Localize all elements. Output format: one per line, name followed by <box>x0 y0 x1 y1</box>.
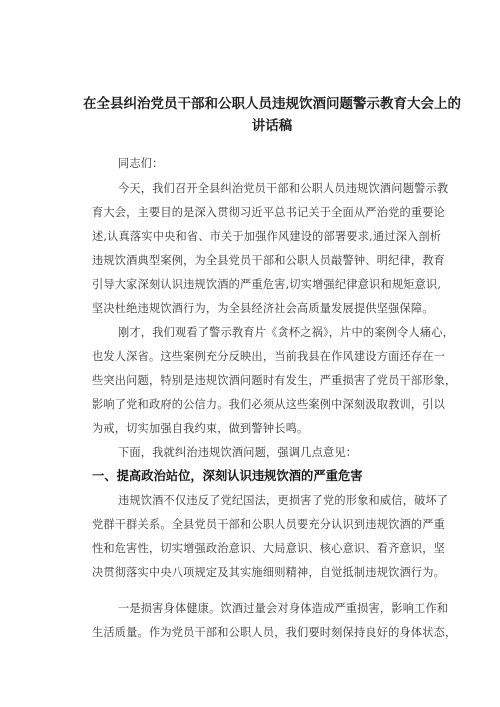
paragraph-3-line: 下面，我就纠治违规饮酒问题，强调几点意见： <box>118 446 358 459</box>
title-line-1: 在全县纠治党员干部和公职人员违规饮酒问题警示教育大会上的 <box>83 96 461 112</box>
paragraph-1-line: 述,认真落实中央和省、市关于加强作风建设的部署要求,通过深入剖析 <box>92 230 442 243</box>
paragraph-1-line: 引导大家深刻认识违规饮酒的严重危害,切实增强纪律意识和规矩意识, <box>92 278 442 291</box>
title-line-2: 讲话稿 <box>251 118 293 134</box>
paragraph-1-line: 今天，我们召开全县纠治党员干部和公职人员违规饮酒问题警示教 <box>118 182 449 195</box>
paragraph-2-line: 也发人深省。这些案例充分反映出，当前我县在作风建设方面还存在一 <box>92 350 446 363</box>
paragraph-4-line: 决贯彻落实中央八项规定及其实施细则精神，自觉抵制违规饮酒行为。 <box>92 566 446 579</box>
paragraph-4-line: 违规饮酒不仅违反了党纪国法，更损害了党的形象和威信，破坏了 <box>118 494 449 507</box>
paragraph-1-line: 坚决杜绝违规饮酒行为，为全县经济社会高质量发展提供坚强保障。 <box>92 302 434 315</box>
paragraph-1-line: 育大会，主要目的是深入贯彻习近平总书记关于全面从严治党的重要论 <box>92 206 446 219</box>
paragraph-2-line: 刚才，我们观看了警示教育片《贪杯之祸》，片中的案例令人痛心， <box>118 326 455 339</box>
paragraph-2-line: 为戒，切实加强自我约束，做到警钟长鸣。 <box>92 422 309 435</box>
paragraph-2-line: 些突出问题，特别是违规饮酒问题时有发生，严重损害了党员干部形象， <box>92 374 457 387</box>
paragraph-5-line: 一是损害身体健康。饮酒过量会对身体造成严重损害，影响工作和 <box>118 602 449 615</box>
paragraph-4-line: 性和危害性，切实增强政治意识、大局意识、核心意识、看齐意识，坚 <box>92 542 446 555</box>
paragraph-1-line: 违规饮酒典型案例，为全县党员干部和公职人员敲警钟、明纪律，教育 <box>92 254 446 267</box>
section-heading-1: 一、提高政治站位，深刻认识违规饮酒的严重危害 <box>92 469 363 483</box>
paragraph-2-line: 影响了党和政府的公信力。我们必须从这些案例中深刻汲取教训，引以 <box>92 398 446 411</box>
salutation: 同志们： <box>118 157 164 170</box>
paragraph-4-line: 党群干群关系。全县党员干部和公职人员要充分认识到违规饮酒的严重 <box>92 518 446 531</box>
paragraph-5-line: 生活质量。作为党员干部和公职人员，我们要时刻保持良好的身体状态， <box>92 626 457 639</box>
